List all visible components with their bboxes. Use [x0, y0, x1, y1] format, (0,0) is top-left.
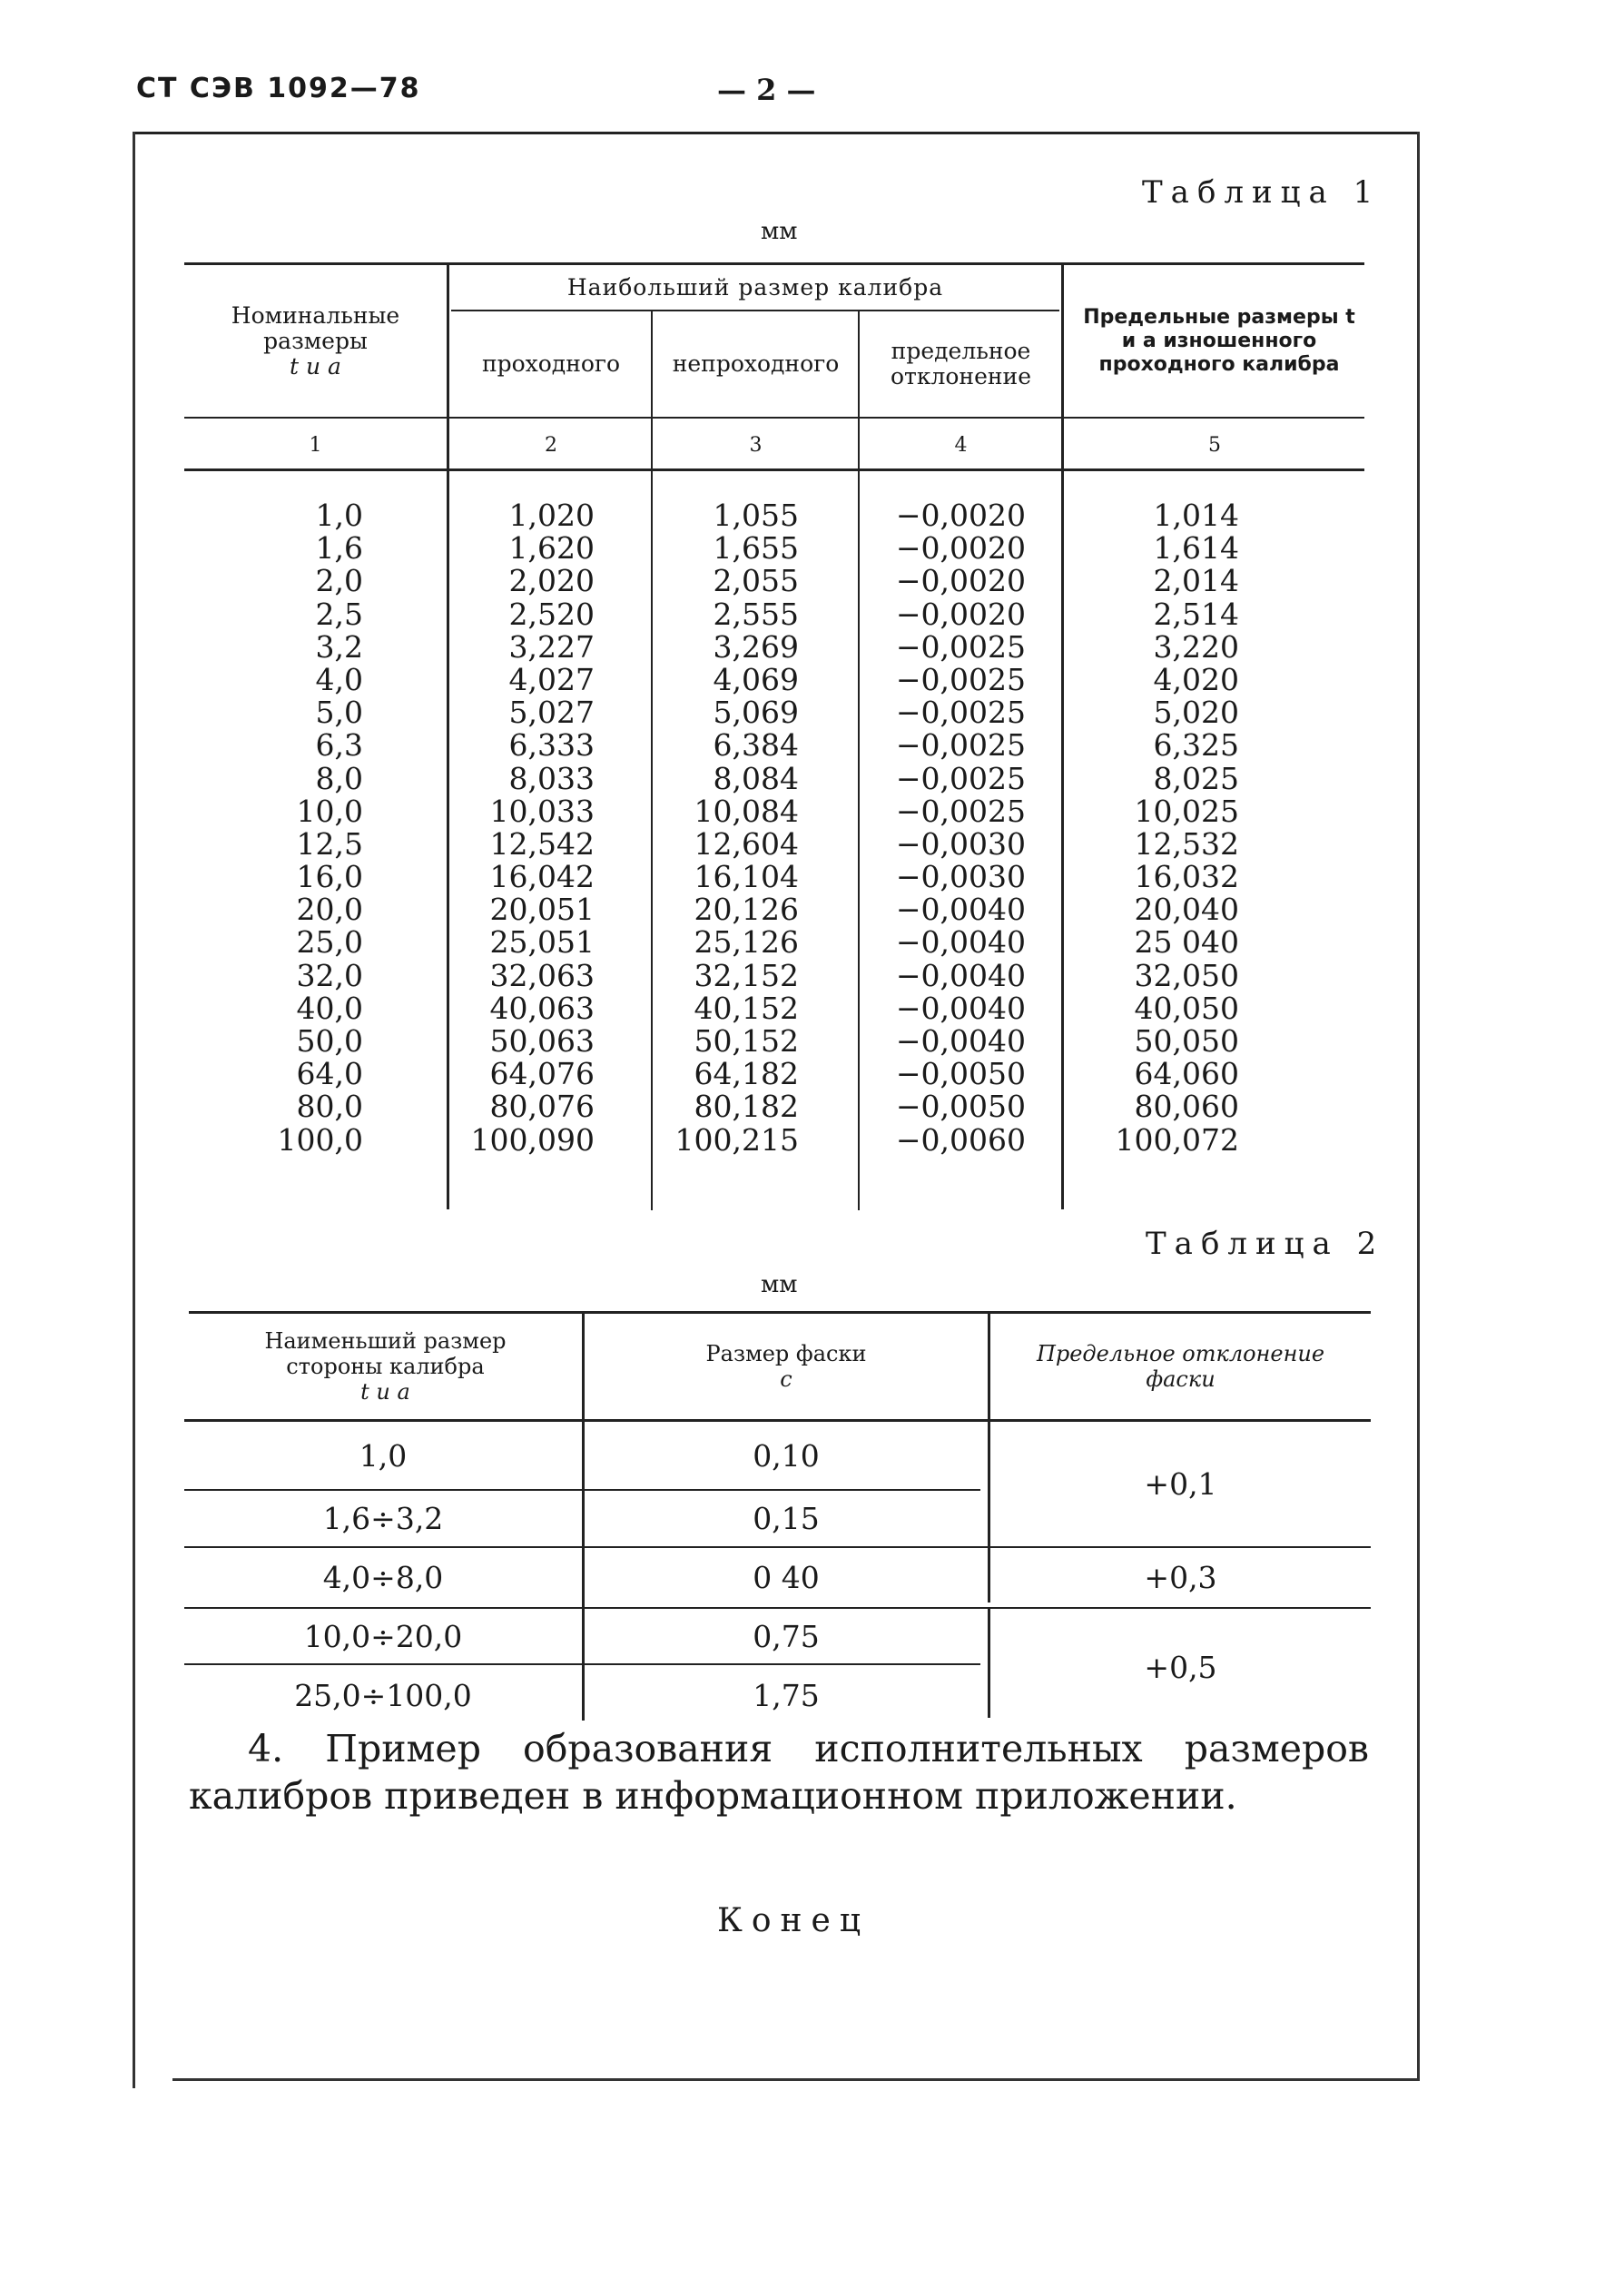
table1-cell-worn: 16,032: [1134, 859, 1239, 895]
table1-cell-deviation: −0,0020: [895, 498, 1026, 533]
table1-title: Таблица 1: [1142, 174, 1382, 211]
table1-cell-deviation: −0,0025: [895, 695, 1026, 731]
table1-cell-worn: 1,614: [1153, 530, 1239, 567]
table1-cell-nogo: 6,384: [713, 727, 799, 764]
page-number: — 2 —: [717, 73, 816, 107]
table1-cell-nogo: 25,126: [694, 924, 799, 961]
table1-cell-nogo: 1,055: [713, 498, 799, 533]
table1-colnum-1: 1: [309, 434, 322, 457]
table1-cell-go: 3,227: [508, 628, 595, 665]
table1-cell-deviation: −0,0060: [895, 1121, 1026, 1158]
table1-col-nogo: [654, 499, 799, 1157]
table2-unit: мм: [761, 1271, 798, 1298]
table1-cell-nominal: 25,0: [296, 924, 363, 961]
table1-cell-worn: 12,532: [1134, 825, 1239, 862]
table1-cell-deviation: −0,0020: [895, 596, 1026, 632]
table1-col-deviation: [867, 499, 1026, 1157]
table1-cell-nogo: 40,152: [694, 990, 799, 1026]
end-word: Конец: [717, 1902, 870, 1939]
table1-cell-go: 20,051: [489, 892, 595, 928]
table1-cell-worn: 32,050: [1134, 957, 1239, 993]
table1-cell-worn: 5,020: [1153, 695, 1239, 731]
table1-col-go: [454, 499, 595, 1157]
table1-cell-go: 8,033: [508, 760, 595, 796]
table1-cell-go: 12,542: [489, 825, 595, 862]
table1-cell-worn: 40,050: [1134, 990, 1239, 1026]
frame-right-rule: [1417, 132, 1420, 2079]
table1-cell-deviation: −0,0040: [895, 924, 1026, 961]
table1-cell-go: 16,042: [489, 859, 595, 895]
table1-cell-worn: 50,050: [1134, 1023, 1239, 1059]
table1-cell-nominal: 6,3: [315, 727, 363, 764]
table1-cell-deviation: −0,0040: [895, 957, 1026, 993]
table1-cell-deviation: −0,0025: [895, 760, 1026, 796]
table1-cell-nogo: 64,182: [694, 1056, 799, 1092]
table2-chamfer-1: 0,10: [753, 1437, 820, 1474]
table1-cell-deviation: −0,0050: [895, 1056, 1026, 1092]
standard-code: СТ СЭВ 1092—78: [136, 73, 421, 104]
table1-cell-nogo: 4,069: [713, 661, 799, 697]
table1-cell-nogo: 12,604: [694, 825, 799, 862]
table1-cell-go: 25,051: [489, 924, 595, 961]
table1-cell-nominal: 12,5: [296, 825, 363, 862]
table2-header-smallest: [189, 1314, 582, 1419]
table2-chamfer-2: 0,15: [753, 1501, 820, 1536]
table1-cell-worn: 4,020: [1153, 661, 1239, 697]
table1-header-nominal-label: Номинальные размеры: [231, 301, 400, 354]
table1-cell-go: 40,063: [489, 990, 595, 1026]
frame-bottom-rule: [172, 2078, 1420, 2081]
table1-cell-deviation: −0,0025: [895, 628, 1026, 665]
table1-cell-deviation: −0,0020: [895, 530, 1026, 567]
table2-header-smallest-vars: t и a: [360, 1379, 410, 1405]
table1-header-bottom-rule: [184, 417, 1364, 419]
table1-cell-nominal: 1,0: [315, 498, 363, 533]
table2-chamfer-5: 1,75: [753, 1677, 820, 1713]
table1-cell-nominal: 100,0: [277, 1121, 363, 1158]
table1-cell-worn: 80,060: [1134, 1089, 1239, 1125]
table2-deviation-2: +0,3: [1144, 1560, 1217, 1595]
table1-cell-deviation: −0,0030: [895, 825, 1026, 862]
table2-header-smallest-label: Наименьший размер стороны калибра: [264, 1328, 507, 1379]
table1-header-deviation: предельное отклонение: [890, 338, 1032, 390]
table1-cell-nogo: 1,655: [713, 530, 799, 567]
table1-cell-nogo: 2,555: [713, 596, 799, 632]
table2-header-chamfer: [585, 1314, 988, 1419]
table1-col-worn: [1098, 499, 1239, 1157]
table1-cell-deviation: −0,0040: [895, 1023, 1026, 1059]
table2-size-2: 1,6÷3,2: [322, 1501, 444, 1536]
table1-cell-go: 2,020: [508, 563, 595, 599]
table2-size-5: 25,0÷100,0: [294, 1677, 472, 1713]
table1-cell-go: 5,027: [508, 695, 595, 731]
table2-header-chamfer-var: c: [780, 1366, 792, 1392]
table1-colnum-3: 3: [749, 434, 763, 457]
table1-cell-go: 80,076: [489, 1089, 595, 1125]
table1-header-nogo: непроходного: [672, 350, 840, 377]
frame-left-rule: [133, 132, 135, 2088]
table1-cell-nogo: 3,269: [713, 628, 799, 665]
table2-title: Таблица 2: [1146, 1226, 1385, 1262]
table1-cell-go: 100,090: [470, 1121, 595, 1158]
table1-cell-go: 6,333: [508, 727, 595, 764]
frame-top-rule: [133, 132, 1420, 134]
table1-cell-nogo: 100,215: [674, 1121, 799, 1158]
table1-cell-worn: 10,025: [1134, 793, 1239, 829]
table2-header-chamfer-label: Размер фаски: [705, 1341, 867, 1366]
table1-colnum-2: 2: [545, 434, 557, 457]
table1-cell-nominal: 50,0: [296, 1023, 363, 1059]
table1-cell-deviation: −0,0020: [895, 563, 1026, 599]
table2-header-chamfer-dev: Предельное отклонение фаски: [1036, 1341, 1325, 1392]
table1-header-worn: Предельные размеры t и a изношенного проходного калибра: [1083, 305, 1355, 376]
table1-cell-nominal: 64,0: [296, 1056, 363, 1092]
table1-cell-go: 2,520: [508, 596, 595, 632]
table1-cell-worn: 6,325: [1153, 727, 1239, 764]
table1-cell-nominal: 1,6: [315, 530, 363, 567]
table1-cell-nogo: 8,084: [713, 760, 799, 796]
table1-cell-nominal: 2,5: [315, 596, 363, 632]
table1-cell-nominal: 10,0: [296, 793, 363, 829]
table1-colnum-5: 5: [1208, 434, 1221, 457]
table1-cell-nominal: 5,0: [315, 695, 363, 731]
table1-cell-nominal: 3,2: [315, 628, 363, 665]
table1-cell-deviation: −0,0025: [895, 727, 1026, 764]
table1-cell-deviation: −0,0050: [895, 1089, 1026, 1125]
table1-vline-3: [858, 311, 860, 1210]
table1-cell-nominal: 40,0: [296, 990, 363, 1026]
table1-cell-worn: 8,025: [1153, 760, 1239, 796]
table1-cell-nominal: 32,0: [296, 957, 363, 993]
table1-cell-go: 4,027: [508, 661, 595, 697]
table1-cell-go: 50,063: [489, 1023, 595, 1059]
table2-size-4: 10,0÷20,0: [303, 1618, 463, 1654]
table1-col-nominal: [227, 499, 363, 1157]
table1-cell-nominal: 20,0: [296, 892, 363, 928]
table1-cell-go: 1,020: [508, 498, 595, 533]
table1-cell-worn: 2,014: [1153, 563, 1239, 599]
table1-vline-2: [651, 311, 653, 1210]
table1-cell-worn: 2,514: [1153, 596, 1239, 632]
table1-cell-worn: 100,072: [1115, 1121, 1239, 1158]
table1-cell-nominal: 2,0: [315, 563, 363, 599]
table2-chamfer-3: 0 40: [753, 1560, 820, 1595]
table1-cell-worn: 64,060: [1134, 1056, 1239, 1092]
table1-cell-nominal: 16,0: [296, 859, 363, 895]
table2-size-1: 1,0: [359, 1437, 408, 1474]
table1-vline-4: [1061, 265, 1064, 1209]
table1-cell-deviation: −0,0030: [895, 859, 1026, 895]
table1-cell-nominal: 8,0: [315, 760, 363, 796]
table1-cell-nominal: 4,0: [315, 661, 363, 697]
table1-cell-nominal: 80,0: [296, 1089, 363, 1125]
table1-cell-nogo: 16,104: [694, 859, 799, 895]
table1-cell-nogo: 20,126: [694, 892, 799, 928]
table1-cell-go: 10,033: [489, 793, 595, 829]
table1-cell-worn: 3,220: [1153, 628, 1239, 665]
table1-cell-go: 64,076: [489, 1056, 595, 1092]
table1-cell-nogo: 32,152: [694, 957, 799, 993]
table1-cell-deviation: −0,0040: [895, 990, 1026, 1026]
table1-cell-nogo: 10,084: [694, 793, 799, 829]
table1-cell-nogo: 2,055: [713, 563, 799, 599]
table1-cell-nogo: 5,069: [713, 695, 799, 731]
table1-unit: мм: [761, 218, 798, 245]
table1-colnum-rule: [184, 468, 1364, 471]
table1-header-go: проходного: [481, 350, 621, 377]
table1-header-nominal: [184, 265, 447, 417]
table1-cell-worn: 20,040: [1134, 892, 1239, 928]
table1-cell-deviation: −0,0025: [895, 793, 1026, 829]
table1-vline-1: [447, 265, 449, 1209]
table1-cell-worn: 1,014: [1153, 498, 1239, 533]
table1-cell-worn: 25 040: [1134, 924, 1239, 961]
table2-deviation-1: +0,1: [1144, 1466, 1217, 1502]
table2-deviation-3: +0,5: [1144, 1649, 1217, 1685]
table1-cell-nogo: 50,152: [694, 1023, 799, 1059]
table1-cell-go: 32,063: [489, 957, 595, 993]
table2-chamfer-4: 0,75: [753, 1618, 820, 1654]
table1-colnum-4: 4: [954, 434, 968, 457]
note-paragraph: 4. Пример образования исполнительных размеров калибров приведен в информационном приложении.: [189, 1727, 1369, 1818]
table1-header-nominal-vars: t и a: [290, 352, 341, 380]
table1-cell-go: 1,620: [508, 530, 595, 567]
table1-cell-nogo: 80,182: [694, 1089, 799, 1125]
table2-size-3: 4,0÷8,0: [322, 1560, 444, 1595]
table1-cell-deviation: −0,0025: [895, 661, 1026, 697]
table1-header-largest-group: Наибольший размер калибра: [566, 273, 944, 301]
table1-cell-deviation: −0,0040: [895, 892, 1026, 928]
